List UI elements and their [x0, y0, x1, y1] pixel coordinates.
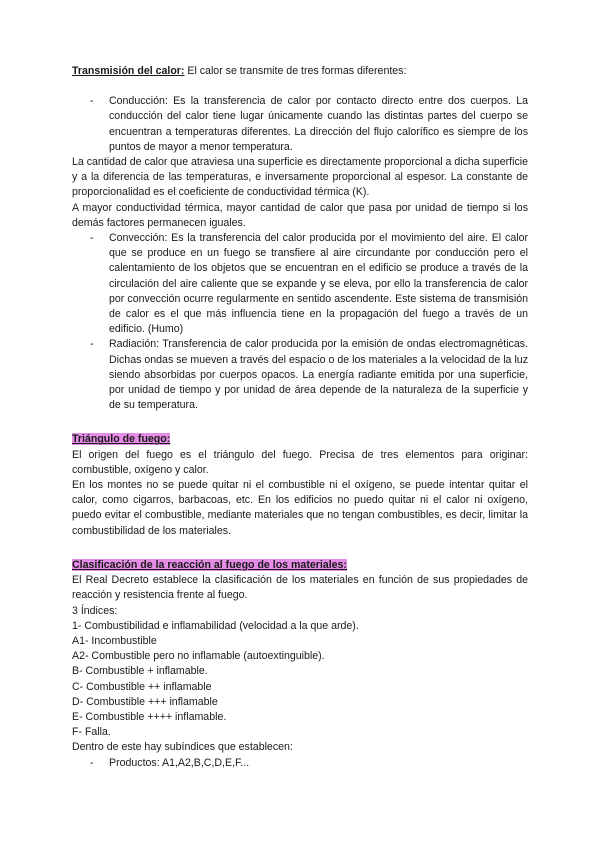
line-c: C- Combustible ++ inflamable: [72, 680, 212, 693]
intro-transmision: El calor se transmite de tres formas diferentes:: [184, 65, 407, 77]
bullet-conveccion: [72, 231, 528, 337]
bullet-radiacion: [72, 337, 528, 413]
line-subindices: Dentro de este hay subíndices que establecen:: [72, 741, 293, 754]
line-f: F- Falla.: [72, 726, 111, 739]
line-a1: A1- Incombustible: [72, 634, 157, 647]
line-d: D- Combustible +++ inflamable: [72, 695, 218, 708]
paragraph-montes-edificios: En los montes no se puede quitar ni el combustible ni el oxígeno, se puede intentar quitar el calor, como cigarros, barbacoas, etc. En los edificios no puedo quitar ni el calor ni oxígeno, puedo evitar el combustible, mediante materiales que no tengan combustibles, es decir, limitar la combustibilidad de los materiales.: [72, 479, 528, 537]
bullet-marker: -: [90, 756, 94, 769]
bullet-conduccion-text: Conducción: Es la transferencia de calor por contacto directo entre dos cuerpos. La conducción del calor tiene lugar únicamente cuando las distintas partes del cuerpo se encuentran a temperaturas diferentes. La dirección del flujo calorífico es siempre de los puntos de mayor a menor temperatura.: [109, 95, 528, 153]
line-indices: 3 Índices:: [72, 604, 118, 617]
bullet-marker: -: [90, 95, 94, 108]
paragraph-conductividad: A mayor conductividad térmica, mayor cantidad de calor que pasa por unidad de tiempo si los demás factores permanecen iguales.: [72, 201, 528, 229]
document-page: [72, 64, 528, 771]
paragraph-real-decreto: El Real Decreto establece la clasificación de los materiales en función de sus propiedades de reacción y resistencia frente al fuego.: [72, 574, 528, 602]
bullet-conveccion-text: Convección: Es la transferencia del calor producida por el movimiento del aire. El calor que se produce en un fuego se transfiere al aire circundante por conducción pero el calentamiento de los objetos que se encuentran en el edificio se produce a través de la circulación del aire caliente que se expande y se eleva, por ello la transferencia de calor por convección ocurre regularmente en sentido ascendente. Este sistema de transmisión de calor es el que más influencia tiene en la propagación del fuego a través de un edificio. (Humo): [109, 232, 528, 336]
bullet-radiacion-text: Radiación: Transferencia de calor producida por la emisión de ondas electromagnéticas. Dichas ondas se mueven a través del espacio o de los materiales a la velocidad de la luz siendo absorbidas por cuerpos opacos. La energía radiante emitida por una superficie, por unidad de tiempo y por unidad de área depende de la naturaleza de la superficie y de su temperatura.: [109, 338, 528, 412]
line-b: B- Combustible + inflamable.: [72, 665, 208, 678]
bullet-conduccion: [72, 94, 528, 155]
paragraph-origen-fuego: El origen del fuego es el triángulo del fuego. Precisa de tres elementos para originar: combustible, oxígeno y calor.: [72, 448, 528, 476]
bullet-productos: [72, 756, 528, 771]
bullet-marker: -: [90, 232, 94, 245]
line-e: E- Combustible ++++ inflamable.: [72, 710, 227, 723]
section-transmision: [72, 64, 528, 79]
heading-clasificacion: Clasificación de la reacción al fuego de los materiales:: [72, 558, 347, 571]
bullet-marker: -: [90, 338, 94, 351]
paragraph-cantidad-calor: La cantidad de calor que atraviesa una superficie es directamente proporcional a dicha superficie y a la diferencia de las temperaturas, e inversamente proporcional al espesor. La constante de proporcionalidad es el coeficiente de conductividad térmica (K).: [72, 156, 528, 199]
section-clasificacion-heading: [72, 558, 528, 573]
heading-transmision: Transmisión del calor:: [72, 65, 185, 77]
section-triangulo-heading: [72, 432, 528, 447]
bullet-productos-text: Productos: A1,A2,B,C,D,E,F...: [109, 756, 250, 769]
line-a2: A2- Combustible pero no inflamable (autoextinguible).: [72, 650, 325, 663]
heading-triangulo: Triángulo de fuego:: [72, 433, 171, 446]
line-combustibilidad: 1- Combustibilidad e inflamabilidad (velocidad a la que arde).: [72, 619, 359, 632]
